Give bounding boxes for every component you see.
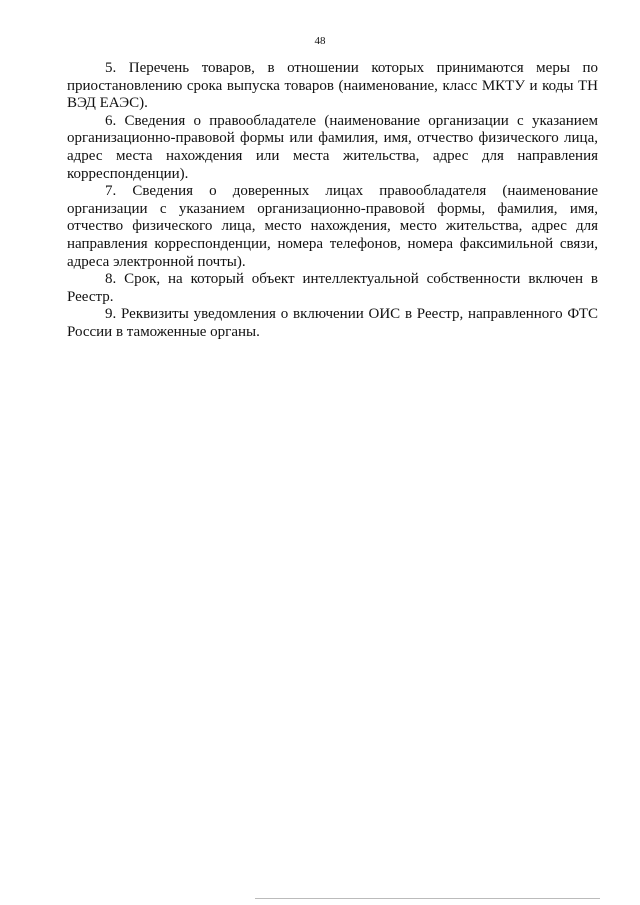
paragraph-item-6: 6. Сведения о правообладателе (наименование организации с указанием организационно-правовой формы или фамилия, имя, отчество физического лица, адрес места нахождения или места жительства, адрес для направления корреспонденции). (67, 112, 598, 182)
paragraph-item-8: 8. Срок, на который объект интеллектуальной собственности включен в Реестр. (67, 271, 598, 305)
document-body (67, 60, 598, 342)
scan-edge-line (255, 898, 600, 899)
paragraph-item-9: 9. Реквизиты уведомления о включении ОИС в Реестр, направленного ФТС России в таможенные органы. (67, 306, 598, 340)
paragraph-item-5: 5. Перечень товаров, в отношении которых принимаются меры по приостановлению срока выпуска товаров (наименование, класс МКТУ и коды ТН ВЭД ЕАЭС). (67, 60, 598, 112)
paragraph-item-7: 7. Сведения о доверенных лицах правообладателя (наименование организации с указанием организационно-правовой формы, фамилия, имя, отчество физического лица, место нахождения, место жительства, адрес для направления корреспонденции, номера телефонов, номера факсимильной связи, адреса электронной почты). (67, 183, 598, 270)
page-number: 48 (314, 35, 326, 47)
